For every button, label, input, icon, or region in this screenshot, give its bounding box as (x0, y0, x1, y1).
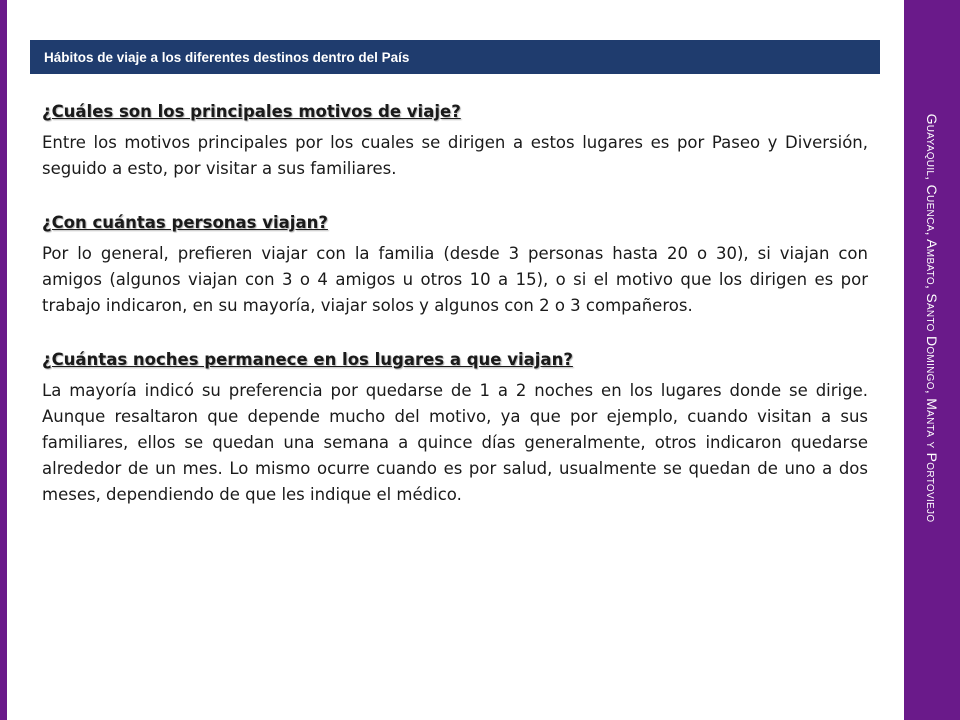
answer-nights-stayed: La mayoría indicó su preferencia por quedarse de 1 a 2 noches en los lugares donde se dirige. Aunque resaltaron que depende mucho del motivo, ya que por ejemplo, cuando visitan a sus familiares, ellos se quedan una semana a quince días generalmente, otros indicaron quedarse alrededor de un mes. Lo mismo ocurre cuando es por salud, usualmente se quedan de uno a dos meses, dependiendo de que les indique el médico. (42, 381, 868, 504)
header-title: Hábitos de viaje a los diferentes destinos dentro del País (44, 49, 410, 65)
question-nights-stayed: ¿Cuántas noches permanece en los lugares a que viajan? (42, 350, 573, 369)
section-travel-motives (42, 100, 868, 182)
left-accent-stripe (0, 0, 7, 720)
section-nights-stayed (42, 348, 868, 508)
section-travel-companions (42, 211, 868, 319)
question-travel-companions: ¿Con cuántas personas viajan? (42, 213, 328, 232)
answer-travel-motives: Entre los motivos principales por los cuales se dirigen a estos lugares es por Paseo y Diversión, seguido a esto, por visitar a sus familiares. (42, 133, 868, 178)
header-bar (30, 40, 880, 74)
question-travel-motives: ¿Cuáles son los principales motivos de viaje? (42, 102, 461, 121)
slide-content (42, 100, 868, 508)
side-title: Guayaquil, Cuenca, Ambato, Santo Domingo, Manta y Portoviejo (924, 113, 940, 523)
answer-travel-companions: Por lo general, prefieren viajar con la familia (desde 3 personas hasta 20 o 30), si viajan con amigos (algunos viajan con 3 o 4 amigos u otros 10 a 15), o si el motivo que los dirigen es por trabajo indicaron, en su mayoría, viajar solos y algunos con 2 o 3 compañeros. (42, 244, 868, 315)
